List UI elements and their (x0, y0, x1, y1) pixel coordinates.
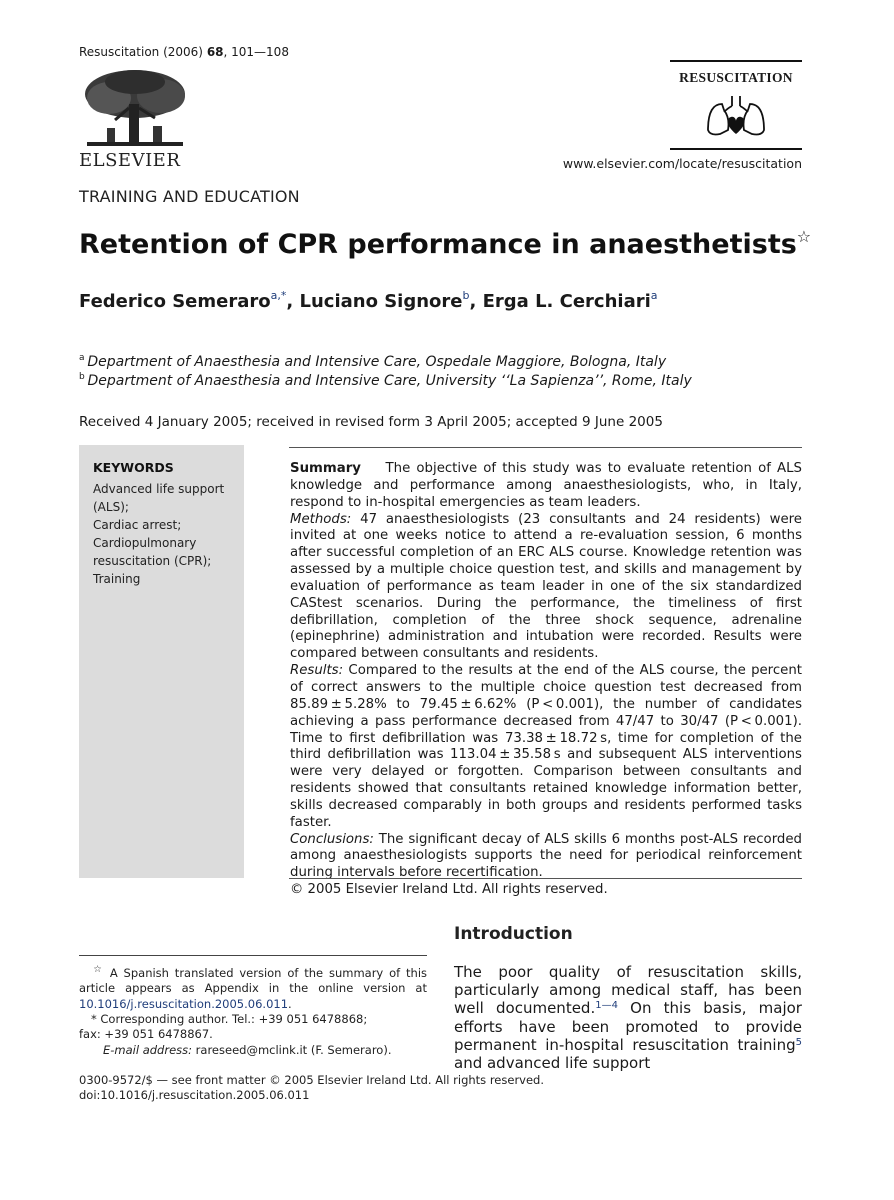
author-affiliation-mark[interactable]: b (462, 289, 470, 302)
author-affiliation-mark[interactable]: a (650, 289, 658, 302)
journal-name: RESUSCITATION (679, 70, 793, 85)
keywords-list (93, 480, 224, 588)
abstract-copyright: © 2005 Elsevier Ireland Ltd. All rights reserved. (290, 882, 608, 898)
footnote-rule (79, 955, 427, 956)
issn-line: 0300-9572/$ — see front matter © 2005 Elsevier Ireland Ltd. All rights reserved. (79, 1073, 545, 1087)
keyword-line: resuscitation (CPR); (93, 554, 212, 568)
keyword-line: Cardiac arrest; (93, 518, 182, 532)
abstract-rule (289, 878, 802, 879)
author-name: Luciano Signore (299, 291, 463, 312)
keyword-line: (ALS); (93, 500, 129, 514)
keyword-line: Cardiopulmonary (93, 536, 197, 550)
keyword-line: Advanced life support (93, 482, 225, 496)
journal-rule (670, 60, 802, 62)
journal-url[interactable]: www.elsevier.com/locate/resuscitation (562, 156, 802, 171)
author-name: Erga L. Cerchiari (482, 291, 651, 312)
article-title: Retention of CPR performance in anaesthetists☆ (79, 227, 812, 260)
author-affiliation-mark[interactable]: a,* (270, 289, 287, 302)
author-name: Federico Semeraro (79, 291, 271, 312)
keyword-line: Training (93, 572, 141, 586)
author-list: Federico Semeraro$^{a,*}$, Luciano Signore$^b$, Erga L. Cerchiari$^a$ (79, 289, 658, 312)
doi-line: doi:10.1016/j.resuscitation.2005.06.011 (79, 1088, 310, 1102)
lungs-heart-icon (670, 90, 802, 142)
title-footnote-mark[interactable]: ☆ (796, 227, 812, 246)
abstract-rule (289, 447, 802, 448)
footnote-translation: ☆ A Spanish translated version of the summary of this article appears as Appendix in the online version at 10.1016/j.resuscitation.2005.06.011. (79, 964, 428, 1011)
keywords-box (79, 445, 244, 878)
email-link[interactable]: rareseed@mclink.it (F. Semeraro). (192, 1042, 392, 1057)
abstract-results: Results: Compared to the results at the end of the ALS course, the percent of correct answers to the multiple choice question test decreased from 85.89 ± 5.28% to 79.45 ± 6.62% (P < 0.001), the number of candidates achieving a pass performance decreased from 47/47 to 30/47 (P < 0.001). Time to first defibrillation was 73.38 ± 18.72 s, time for completion of the third defibrillation was 113.04 ± 35.58 s and subsequent ALS interventions were very delayed or forgotten. Comparison between consultants and residents showed that consultants retained knowledge information better, skills decreased comparably in both groups and residents performed tasks faster. (290, 663, 802, 830)
journal-citation: Resuscitation (2006) 68, 101—108 (79, 45, 289, 59)
abstract-methods: Methods: 47 anaesthesiologists (23 consultants and 24 residents) were invited at one weeks notice to attend a re-evaluation session, 6 months after successful completion of an ERC ALS course. Knowledge retention was assessed by a multiple choice question test, and skills and management by evaluation of performance as team leader in one of the six standardized CAStest scenarios. During the performance, the timeliness of first defibrillation, completion of the three shock sequence, adrenaline (epinephrine) administration and intubation were recorded. Results were compared between consultants and residents. (290, 511, 802, 662)
footnotes (79, 962, 427, 1058)
journal-brand (670, 60, 802, 142)
abstract (290, 461, 802, 899)
affiliation: $^b$ Department of Anaesthesia and Intensive Care, University ‘‘La Sapienza’’, Rome, Italy (79, 372, 692, 389)
journal-rule (670, 148, 802, 150)
reference-link[interactable]: 5 (795, 1036, 802, 1048)
keywords-heading: KEYWORDS (93, 460, 174, 475)
front-matter (79, 1073, 544, 1103)
introduction-heading: Introduction (454, 924, 573, 944)
abstract-summary: Summary The objective of this study was to evaluate retention of ALS knowledge and performance among anaesthesiologists, who, in Italy, respond to in-hospital emergencies as team leaders. (290, 461, 802, 510)
footnote-email: E-mail address: rareseed@mclink.it (F. Semeraro). (103, 1042, 392, 1057)
publisher-name: ELSEVIER (79, 150, 181, 171)
reference-link[interactable]: 1—4 (595, 1000, 618, 1012)
abstract-conclusions: Conclusions: The significant decay of ALS skills 6 months post-ALS recorded among anaesthesiologists supports the need for periodical reinforcement during intervals before recertification. (290, 831, 802, 881)
footnote-fax: fax: +39 051 6478867. (79, 1027, 213, 1042)
affiliation: $^a$ Department of Anaesthesia and Intensive Care, Ospedale Maggiore, Bologna, Italy (79, 353, 667, 370)
doi-link[interactable]: 10.1016/j.resuscitation.2005.06.011 (79, 996, 289, 1011)
section-label: TRAINING AND EDUCATION (79, 187, 300, 206)
introduction-text: The poor quality of resuscitation skills, particularly among medical staff, has been well documented.$^{1—4}$ On this basis, major efforts have been promoted to provide permanent in-hospital resuscitation training$^5$ and advanced life support (454, 963, 802, 1073)
received-dates: Received 4 January 2005; received in revised form 3 April 2005; accepted 9 June 2005 (79, 414, 663, 430)
footnote-corresponding: * Corresponding author. Tel.: +39 051 6478868; (91, 1012, 368, 1027)
